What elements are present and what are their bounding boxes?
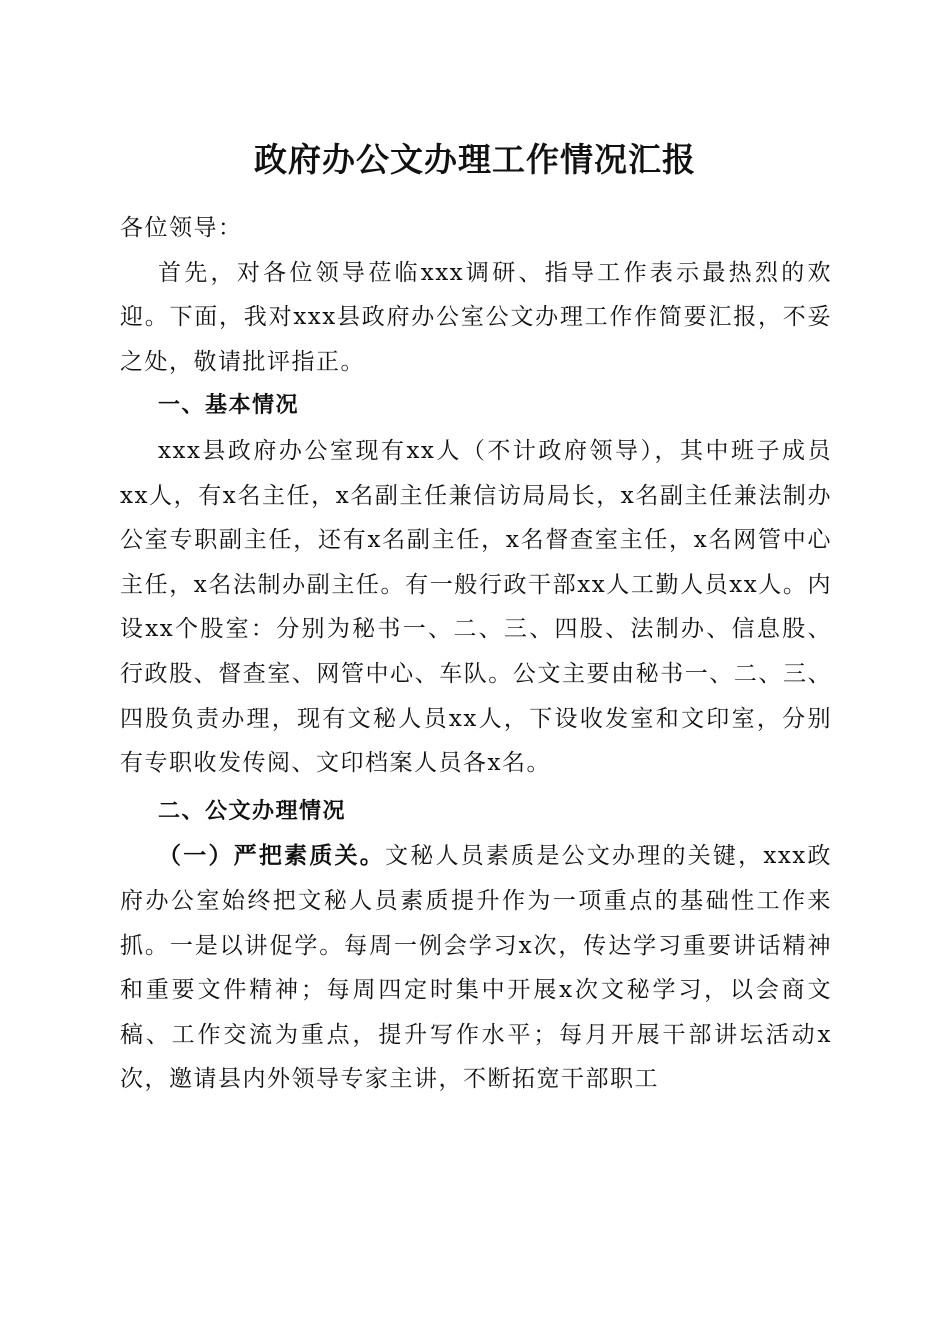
section-heading-basic-info: 一、基本情况 [158, 393, 300, 419]
document-body [120, 206, 832, 1102]
section-heading-document-handling: 二、公文办理情况 [158, 798, 347, 824]
salutation: 各位领导： [120, 215, 243, 241]
section-basic-info-paragraph: xxx县政府办公室现有xx人（不计政府领导），其中班子成员xx人，有x名主任，x名副主任兼信访局局长，x名副主任兼法制办公室专职副主任，还有x名副主任，x名督查室主任，x名网管中心主任，x名法制办副主任。有一般行政干部xx人工勤人员xx人。内设xx个股室：分别为秘书一、二、三、四股、法制办、信息股、行政股、督查室、网管中心、车队。公文主要由秘书一、二、三、四股负责办理，现有文秘人员xx人，下设收发室和文印室，分别有专职收发传阅、文印档案人员各x名。 [120, 437, 832, 777]
subsection-quality-lead: （一）严把素质关。 [158, 842, 386, 870]
subsection-quality-paragraph [120, 834, 832, 1102]
document-title: 政府办公文办理工作情况汇报 [254, 140, 696, 179]
subsection-quality-text: 文秘人员素质是公文办理的关键，xxx政府办公室始终把文秘人员素质提升作为一项重点的基础性工作来抓。一是以讲促学。每周一例会学习x次，传达学习重要讲话精神和重要文件精神；每周四定时集中开展x次文秘学习，以会商文稿、工作交流为重点，提升写作水平；每月开展干部讲坛活动x次，邀请县内外领导专家主讲，不断拓宽干部职工 [120, 843, 832, 1093]
intro-paragraph: 首先，对各位领导莅临xxx调研、指导工作表示最热烈的欢迎。下面，我对xxx县政府办公室公文办理工作作简要汇报，不妥之处，敬请批评指正。 [120, 259, 832, 375]
